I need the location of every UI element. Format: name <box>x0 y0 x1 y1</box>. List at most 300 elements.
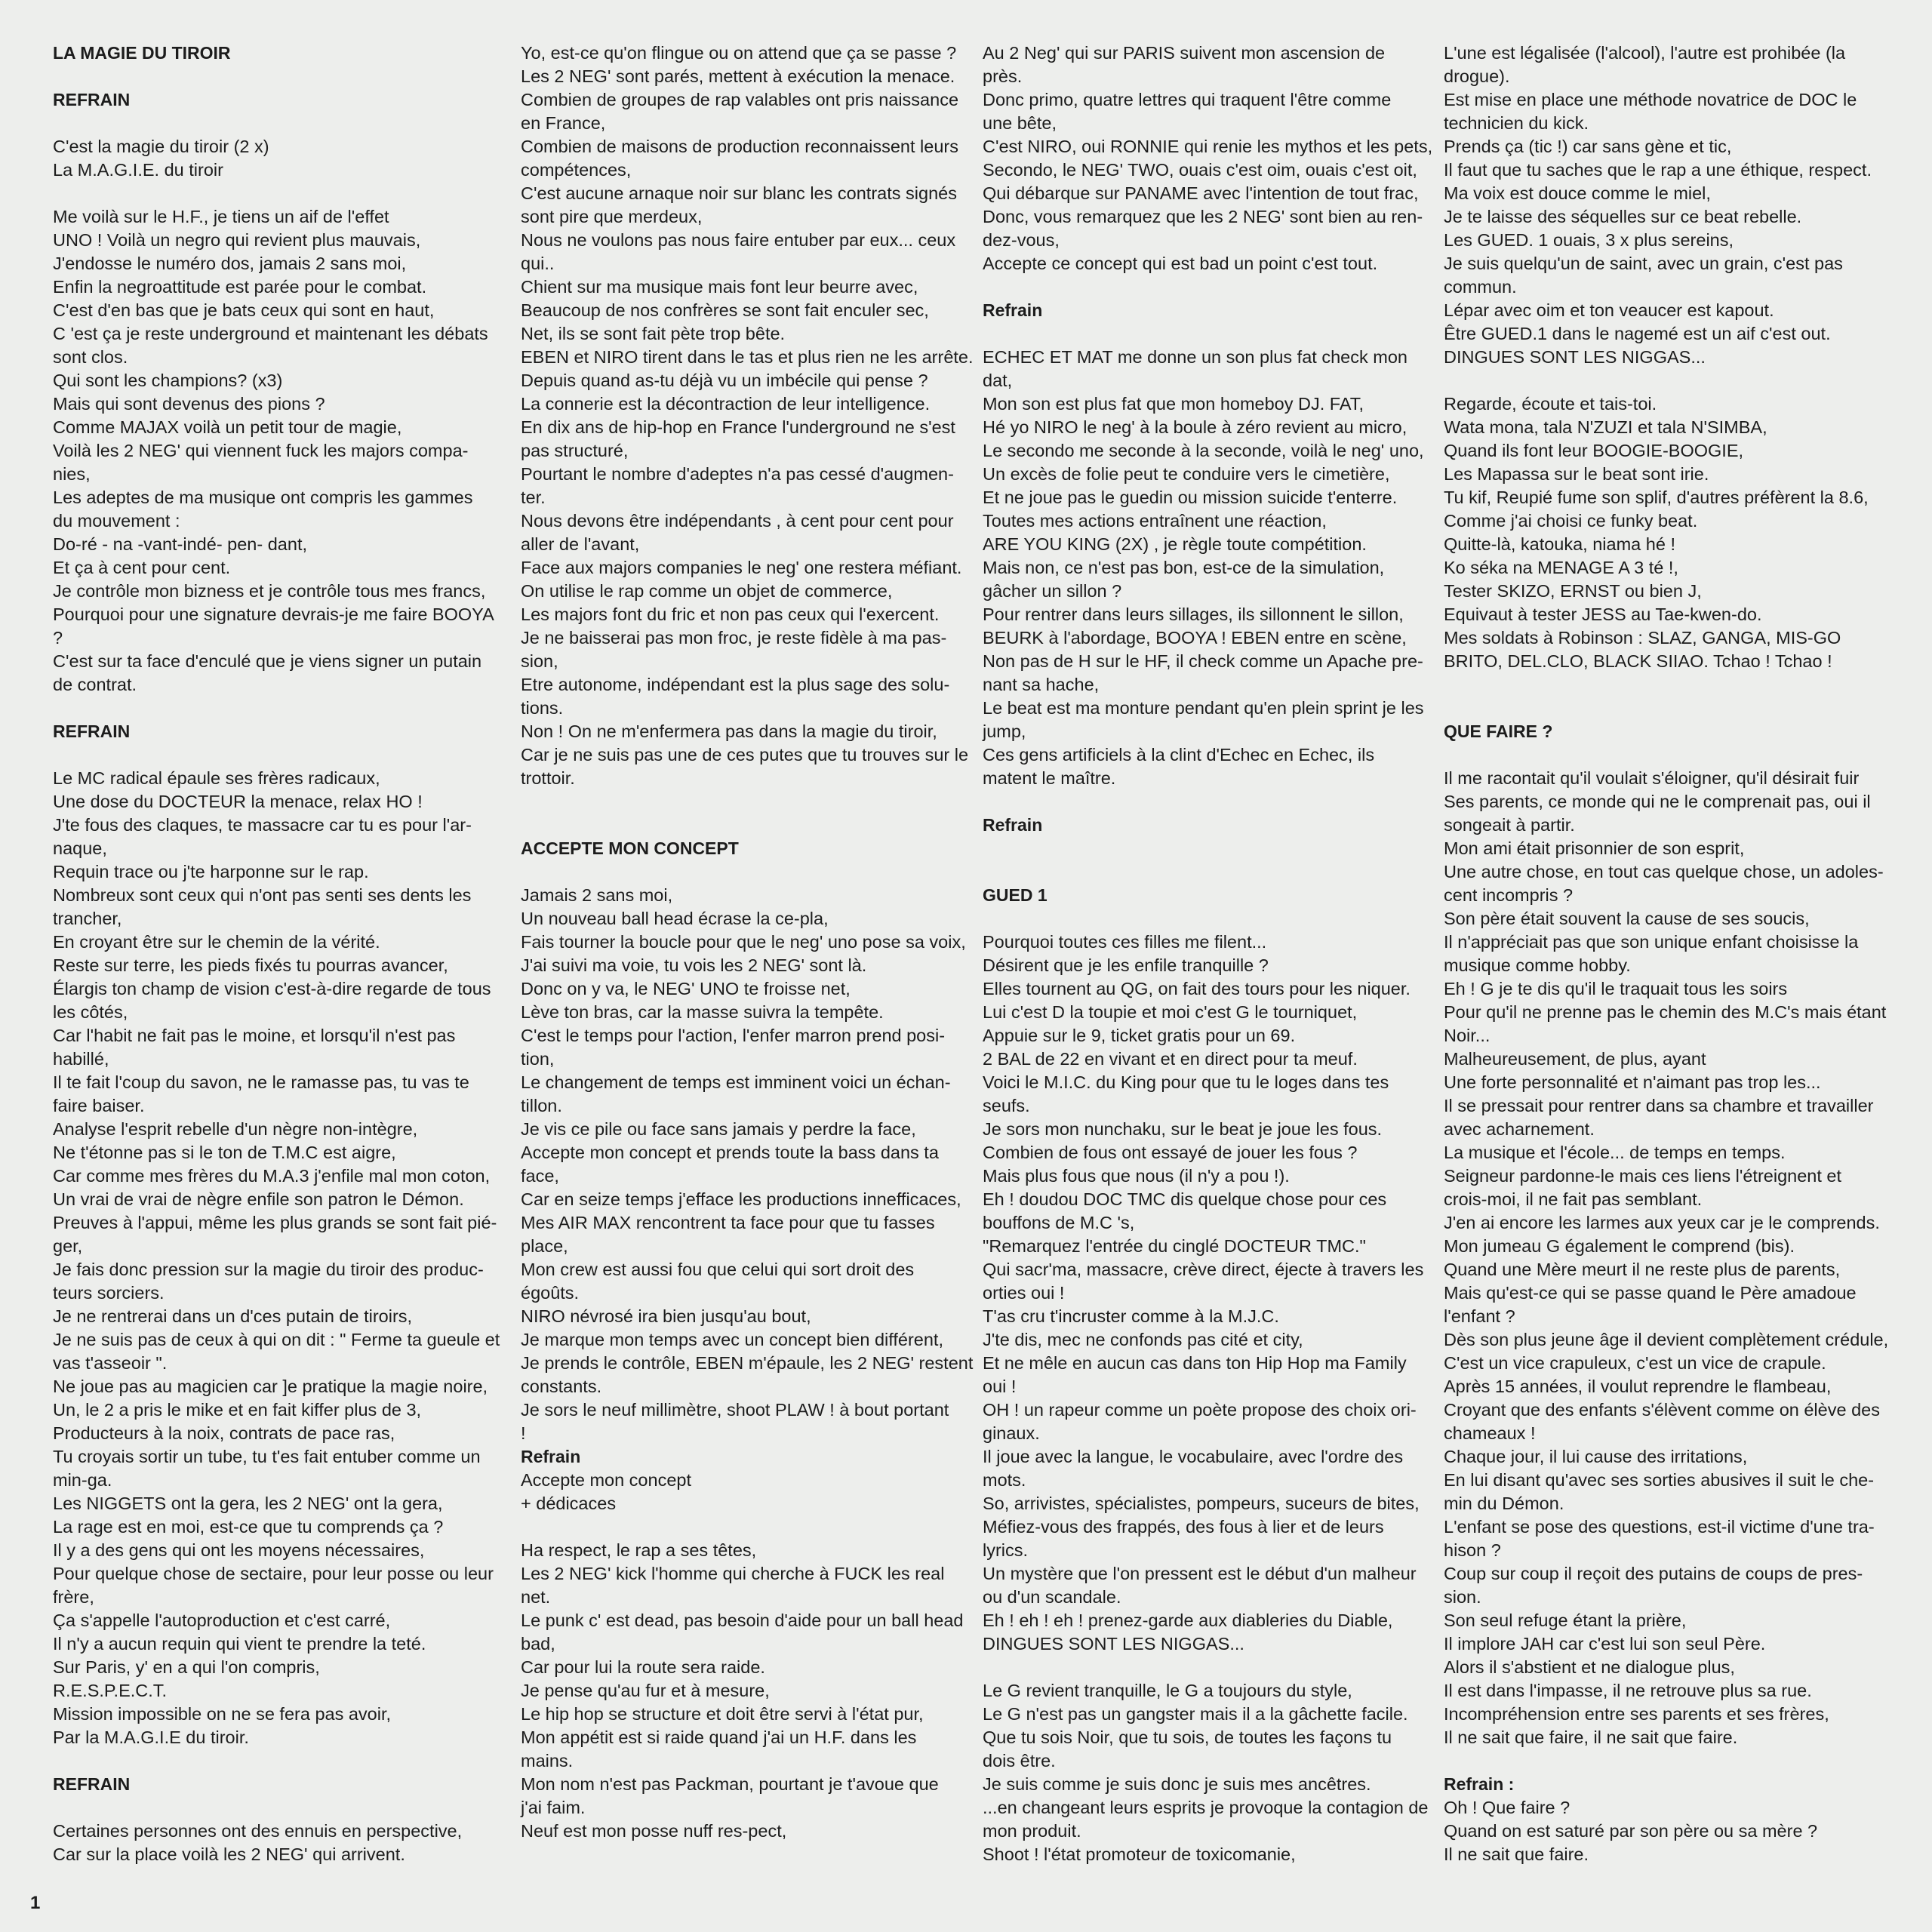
lyric-line: nant sa hache, <box>983 675 1100 694</box>
lyric-line: ? <box>53 628 63 648</box>
lyric-line: T'as cru t'incruster comme à la M.J.C. <box>983 1306 1279 1326</box>
section-heading: LA MAGIE DU TIROIR <box>53 43 231 63</box>
lyric-line: Ces gens artificiels à la clint d'Echec en Echec, ils <box>983 745 1375 764</box>
lyric-line: en France, <box>521 113 606 133</box>
lyric-line: Les GUED. 1 ouais, 3 x plus sereins, <box>1444 230 1734 250</box>
lyric-line: Combien de maisons de production reconnaissent leurs <box>521 137 958 156</box>
lyrics-column-2 <box>521 42 974 1843</box>
lyric-line: Net, ils se sont fait pète trop bête. <box>521 324 786 343</box>
lyric-line: Accepte mon concept <box>521 1470 691 1490</box>
lyric-line: NIRO névrosé ira bien jusqu'au bout, <box>521 1306 811 1326</box>
lyric-line: Car sur la place voilà les 2 NEG' qui arrivent. <box>53 1844 405 1864</box>
lyric-line: L'enfant se pose des questions, est-il victime d'une tra- <box>1444 1517 1875 1537</box>
lyric-line: Car pour lui la route sera raide. <box>521 1657 765 1677</box>
lyric-line: Lépar avec oim et ton veaucer est kapout. <box>1444 300 1774 320</box>
lyric-line: min-ga. <box>53 1470 112 1490</box>
lyric-line: Les 2 NEG' kick l'homme qui cherche à FUCK les real <box>521 1564 945 1583</box>
lyric-line: Et ça à cent pour cent. <box>53 558 231 577</box>
lyric-line: lyrics. <box>983 1540 1029 1560</box>
blank-line <box>53 1749 491 1773</box>
blank-line <box>53 1796 491 1820</box>
lyric-line: crois-moi, il ne fait pas semblant. <box>1444 1189 1703 1209</box>
lyric-line: Après 15 années, il voulut reprendre le flambeau, <box>1444 1377 1832 1396</box>
lyric-line: ou d'un scandale. <box>983 1587 1121 1607</box>
lyric-line: commun. <box>1444 277 1517 297</box>
lyric-line: j'ai faim. <box>521 1798 586 1817</box>
lyric-line: Requin trace ou j'te harponne sur le rap. <box>53 862 369 881</box>
section-heading: REFRAIN <box>53 721 131 741</box>
lyric-line: Ko séka na MENAGE A 3 té !, <box>1444 558 1678 577</box>
lyric-line: Je fais donc pression sur la magie du tiroir des produc- <box>53 1260 484 1279</box>
lyric-line: 2 BAL de 22 en vivant et en direct pour ta meuf. <box>983 1049 1358 1069</box>
blank-line <box>521 1515 958 1539</box>
lyric-line: Je ne rentrerai dans un d'ces putain de tiroirs, <box>53 1306 413 1326</box>
lyric-line: Malheureusement, de plus, ayant <box>1444 1049 1706 1069</box>
lyric-line: Un vrai de vrai de nègre enfile son patron le Démon. <box>53 1189 464 1209</box>
lyric-line: Comme MAJAX voilà un petit tour de magie, <box>53 417 402 437</box>
lyric-line: sion. <box>1444 1587 1481 1607</box>
lyric-line: Mes AIR MAX rencontrent ta face pour que tu fasses <box>521 1213 935 1232</box>
lyric-line: Il ne sait que faire, il ne sait que faire. <box>1444 1727 1738 1747</box>
blank-line <box>53 182 491 205</box>
lyrics-column-4 <box>1444 42 1889 1866</box>
lyric-line: Mais non, ce n'est pas bon, est-ce de la simulation, <box>983 558 1385 577</box>
lyric-line: dat, <box>983 371 1013 390</box>
lyric-line: Une autre chose, en tout cas quelque chose, un adoles- <box>1444 862 1884 881</box>
lyric-line: Mon crew est aussi fou que celui qui sort droit des <box>521 1260 915 1279</box>
lyric-line: Analyse l'esprit rebelle d'un nègre non-intègre, <box>53 1119 418 1139</box>
lyric-line: J'ai suivi ma voie, tu vois les 2 NEG' sont là. <box>521 955 867 975</box>
lyric-line: Etre autonome, indépendant est la plus sage des solu- <box>521 675 950 694</box>
lyric-line: vas t'asseoir ". <box>53 1353 168 1373</box>
lyric-line: technicien du kick. <box>1444 113 1589 133</box>
lyric-line: Il joue avec la langue, le vocabulaire, avec l'ordre des <box>983 1447 1404 1466</box>
lyric-line: Donc primo, quatre lettres qui traquent l'être comme <box>983 90 1392 109</box>
lyric-line: Mais qui sont devenus des pions ? <box>53 394 325 414</box>
lyric-line: hison ? <box>1444 1540 1501 1560</box>
lyric-line: EBEN et NIRO tirent dans le tas et plus rien ne les arrête. <box>521 347 974 367</box>
lyric-line: Regarde, écoute et tais-toi. <box>1444 394 1657 414</box>
lyric-line: Pourquoi pour une signature devrais-je me faire BOOYA <box>53 605 494 624</box>
section-heading: QUE FAIRE ? <box>1444 721 1553 741</box>
lyric-line: près. <box>983 66 1023 86</box>
lyric-line: Accepte mon concept et prends toute la bass dans ta <box>521 1143 939 1162</box>
lyric-line: Croyant que des enfants s'élèvent comme on élève des <box>1444 1400 1880 1420</box>
blank-line <box>1444 1749 1881 1773</box>
lyric-line: Pourquoi toutes ces filles me filent... <box>983 932 1267 952</box>
lyric-line: Enfin la negroattitude est parée pour le combat. <box>53 277 427 297</box>
lyric-line: jump, <box>983 721 1026 741</box>
blank-line <box>983 322 1420 346</box>
blank-line <box>53 65 491 88</box>
lyric-line: dez-vous, <box>983 230 1060 250</box>
lyric-line: Un mystère que l'on pressent est le début d'un malheur <box>983 1564 1417 1583</box>
lyric-line: les côtés, <box>53 1002 128 1022</box>
lyric-line: Ses parents, ce monde qui ne le comprenait pas, oui il <box>1444 792 1871 811</box>
blank-line <box>521 814 958 837</box>
lyric-line: Car comme mes frères du M.A.3 j'enfile mal mon coton, <box>53 1166 491 1186</box>
lyric-line: Mon jumeau G également le comprend (bis). <box>1444 1236 1795 1256</box>
lyric-line: Il faut que tu saches que le rap a une éthique, respect. <box>1444 160 1872 180</box>
lyric-line: La musique et l'école... de temps en temps. <box>1444 1143 1786 1162</box>
section-heading: ACCEPTE MON CONCEPT <box>521 838 739 858</box>
lyric-line: Il implore JAH car c'est lui son seul Père. <box>1444 1634 1766 1654</box>
lyric-line: Qui débarque sur PANAME avec l'intention de tout frac, <box>983 183 1419 203</box>
lyric-line: Il se pressait pour rentrer dans sa chambre et travailler <box>1444 1096 1874 1115</box>
blank-line <box>983 907 1420 931</box>
lyric-line: C'est la magie du tiroir (2 x) <box>53 137 269 156</box>
lyric-line: Appuie sur le 9, ticket gratis pour un 69. <box>983 1026 1296 1045</box>
lyric-line: Une forte personnalité et n'aimant pas trop les... <box>1444 1072 1821 1092</box>
lyric-line: constants. <box>521 1377 602 1396</box>
lyric-line: Il n'appréciait pas que son unique enfant choisisse la <box>1444 932 1859 952</box>
lyric-line: J'te fous des claques, te massacre car tu es pour l'ar- <box>53 815 472 835</box>
lyric-line: Mon nom n'est pas Packman, pourtant je t'avoue que <box>521 1774 939 1794</box>
lyric-line: Fais tourner la boucle pour que le neg' uno pose sa voix, <box>521 932 966 952</box>
lyric-line: Comme j'ai choisi ce funky beat. <box>1444 511 1698 531</box>
lyric-line: Car en seize temps j'efface les productions innefficaces, <box>521 1189 961 1209</box>
lyric-line: Et ne joue pas le guedin ou mission suicide t'enterre. <box>983 488 1398 507</box>
lyric-line: bad, <box>521 1634 555 1654</box>
lyric-line: Eh ! doudou DOC TMC dis quelque chose pour ces <box>983 1189 1387 1209</box>
lyric-line: Le MC radical épaule ses frères radicaux, <box>53 768 380 788</box>
lyric-line: Yo, est-ce qu'on flingue ou on attend que ça se passe ? <box>521 43 957 63</box>
lyric-line: Un, le 2 a pris le mike et en fait kiffer plus de 3, <box>53 1400 422 1420</box>
lyric-line: Neuf est mon posse nuff res-pect, <box>521 1821 787 1841</box>
lyric-line: ECHEC ET MAT me donne un son plus fat check mon <box>983 347 1407 367</box>
lyric-line: Ça s'appelle l'autoproduction et c'est carré, <box>53 1611 391 1630</box>
lyric-line: + dédicaces <box>521 1494 617 1513</box>
lyric-line: BEURK à l'abordage, BOOYA ! EBEN entre en scène, <box>983 628 1407 648</box>
blank-line <box>1444 369 1881 392</box>
lyric-line: Elles tournent au QG, on fait des tours pour les niquer. <box>983 979 1411 998</box>
lyric-line: Quand ils font leur BOOGIE-BOOGIE, <box>1444 441 1744 460</box>
lyric-line: Certaines personnes ont des ennuis en perspective, <box>53 1821 463 1841</box>
lyric-line: Alors il s'abstient et ne dialogue plus, <box>1444 1657 1735 1677</box>
blank-line <box>1444 697 1881 720</box>
lyric-line: chameaux ! <box>1444 1423 1536 1443</box>
lyric-line: ginaux. <box>983 1423 1040 1443</box>
lyric-line: En croyant être sur le chemin de la vérité. <box>53 932 380 952</box>
lyric-line: La connerie est la décontraction de leur intelligence. <box>521 394 931 414</box>
lyric-line: seufs. <box>983 1096 1030 1115</box>
lyric-line: Tu kif, Reupié fume son splif, d'autres préfèrent la 8.6, <box>1444 488 1869 507</box>
lyric-line: sont pire que merdeux, <box>521 207 703 226</box>
lyric-line: Ne t'étonne pas si le ton de T.M.C est aigre, <box>53 1143 396 1162</box>
lyric-line: sont clos. <box>53 347 128 367</box>
lyric-line: une bête, <box>983 113 1057 133</box>
lyric-line: Le G revient tranquille, le G a toujours du style, <box>983 1681 1352 1700</box>
lyric-line: Quand on est saturé par son père ou sa mère ? <box>1444 1821 1818 1841</box>
lyric-line: Pour qu'il ne prenne pas le chemin des M.C's mais étant <box>1444 1002 1887 1022</box>
lyric-line: mains. <box>521 1751 574 1770</box>
lyric-line: Et ne mêle en aucun cas dans ton Hip Hop ma Family <box>983 1353 1407 1373</box>
lyric-line: Voilà les 2 NEG' qui viennent fuck les majors compa- <box>53 441 469 460</box>
lyric-line: Qui sont les champions? (x3) <box>53 371 283 390</box>
lyric-line: Eh ! G je te dis qu'il le traquait tous les soirs <box>1444 979 1788 998</box>
lyric-line: Combien de fous ont essayé de jouer les fous ? <box>983 1143 1358 1162</box>
lyric-line: Je vis ce pile ou face sans jamais y perdre la face, <box>521 1119 916 1139</box>
lyric-line: Le G n'est pas un gangster mais il a la gâchette facile. <box>983 1704 1408 1724</box>
blank-line <box>521 860 958 884</box>
lyric-line: gâcher un sillon ? <box>983 581 1122 601</box>
lyric-line: qui.. <box>521 254 555 273</box>
lyric-line: Les 2 NEG' sont parés, mettent à exécution la menace. <box>521 66 955 86</box>
lyric-line: drogue). <box>1444 66 1510 86</box>
lyrics-column-1 <box>53 42 500 1866</box>
lyric-line: Le hip hop se structure et doit être servi à l'état pur, <box>521 1704 924 1724</box>
lyric-line: Est mise en place une méthode novatrice de DOC le <box>1444 90 1857 109</box>
lyric-line: ...en changeant leurs esprits je provoque la contagion de <box>983 1798 1429 1817</box>
lyric-line: Car l'habit ne fait pas le moine, et lorsqu'il n'est pas <box>53 1026 456 1045</box>
lyric-line: Jamais 2 sans moi, <box>521 885 673 905</box>
lyric-line: Méfiez-vous des frappés, des fous à lier et de leurs <box>983 1517 1384 1537</box>
page-number: 1 <box>30 1893 41 1913</box>
lyric-line: Un nouveau ball head écrase la ce-pla, <box>521 909 829 928</box>
lyric-line: sion, <box>521 651 558 671</box>
lyric-line: Le secondo me seconde à la seconde, voilà le neg' uno, <box>983 441 1424 460</box>
lyric-line: tion, <box>521 1049 555 1069</box>
lyric-line: Une dose du DOCTEUR la menace, relax HO ! <box>53 792 423 811</box>
lyric-line: compétences, <box>521 160 632 180</box>
lyric-line: Mission impossible on ne se fera pas avoir, <box>53 1704 392 1724</box>
lyric-line: mon produit. <box>983 1821 1081 1841</box>
lyric-line: C'est aucune arnaque noir sur blanc les contrats signés <box>521 183 957 203</box>
lyric-line: Les adeptes de ma musique ont compris les gammes <box>53 488 473 507</box>
lyric-line: égoûts. <box>521 1283 580 1303</box>
blank-line <box>983 275 1420 299</box>
lyric-line: C'est d'en bas que je bats ceux qui sont en haut, <box>53 300 435 320</box>
lyric-line: C'est NIRO, oui RONNIE qui renie les mythos et les pets, <box>983 137 1433 156</box>
lyric-line: frère, <box>53 1587 94 1607</box>
lyric-line: Lève ton bras, car la masse suivra la tempête. <box>521 1002 884 1022</box>
lyric-line: Ha respect, le rap a ses têtes, <box>521 1540 757 1560</box>
lyric-line: Je sors le neuf millimètre, shoot PLAW ! à bout portant <box>521 1400 949 1420</box>
lyric-line: C'est le temps pour l'action, l'enfer marron prend posi- <box>521 1026 946 1045</box>
lyric-line: DINGUES SONT LES NIGGAS... <box>983 1634 1244 1654</box>
blank-line <box>983 790 1420 814</box>
lyric-line: tions. <box>521 698 564 718</box>
lyric-line: Tu croyais sortir un tube, tu t'es fait entuber comme un <box>53 1447 481 1466</box>
section-heading: Refrain : <box>1444 1774 1515 1794</box>
lyric-line: Ne joue pas au magicien car ]e pratique la magie noire, <box>53 1377 488 1396</box>
lyric-line: Mon ami était prisonnier de son esprit, <box>1444 838 1745 858</box>
lyric-line: J'endosse le numéro dos, jamais 2 sans moi, <box>53 254 407 273</box>
lyric-line: Élargis ton champ de vision c'est-à-dire regarde de tous <box>53 979 491 998</box>
lyric-line: Oh ! Que faire ? <box>1444 1798 1571 1817</box>
lyric-line: La rage est en moi, est-ce que tu comprends ça ? <box>53 1517 444 1537</box>
lyric-line: L'une est légalisée (l'alcool), l'autre est prohibée (la <box>1444 43 1846 63</box>
lyric-line: trottoir. <box>521 768 575 788</box>
lyric-line: La M.A.G.I.E. du tiroir <box>53 160 223 180</box>
lyric-line: Il n'y a aucun requin qui vient te prendre la teté. <box>53 1634 426 1654</box>
lyric-line: Producteurs à la noix, contrats de pace ras, <box>53 1423 395 1443</box>
lyric-line: Toutes mes actions entraînent une réaction, <box>983 511 1327 531</box>
lyric-line: Donc, vous remarquez que les 2 NEG' sont bien au ren- <box>983 207 1423 226</box>
blank-line <box>983 860 1420 884</box>
lyric-line: Preuves à l'appui, même les plus grands se sont fait pié- <box>53 1213 497 1232</box>
lyric-line: Shoot ! l'état promoteur de toxicomanie, <box>983 1844 1296 1864</box>
lyric-line: UNO ! Voilà un negro qui revient plus mauvais, <box>53 230 421 250</box>
lyric-line: Face aux majors companies le neg' one restera méfiant. <box>521 558 962 577</box>
blank-line <box>53 743 491 767</box>
lyric-line: Je ne suis pas de ceux à qui on dit : " Ferme ta gueule et <box>53 1330 500 1349</box>
lyric-line: Il y a des gens qui ont les moyens nécessaires, <box>53 1540 425 1560</box>
lyric-line: Wata mona, tala N'ZUZI et tala N'SIMBA, <box>1444 417 1767 437</box>
lyric-line: bouffons de M.C 's, <box>983 1213 1135 1232</box>
lyric-line: Sur Paris, y' en a qui l'on compris, <box>53 1657 320 1677</box>
lyric-line: Son seul refuge étant la prière, <box>1444 1611 1687 1630</box>
lyric-line: Prends ça (tic !) car sans gène et tic, <box>1444 137 1732 156</box>
lyric-line: Do-ré - na -vant-indé- pen- dant, <box>53 534 307 554</box>
lyric-line: Coup sur coup il reçoit des putains de coups de pres- <box>1444 1564 1863 1583</box>
lyric-line: Le beat est ma monture pendant qu'en plein sprint je les <box>983 698 1424 718</box>
lyric-line: Beaucoup de nos confrères se sont fait enculer sec, <box>521 300 929 320</box>
lyric-line: Je suis comme je suis donc je suis mes ancêtres. <box>983 1774 1371 1794</box>
lyric-line: Il te fait l'coup du savon, ne le ramasse pas, tu vas te <box>53 1072 469 1092</box>
lyric-line: songeait à partir. <box>1444 815 1575 835</box>
lyric-line: cent incompris ? <box>1444 885 1574 905</box>
lyric-line: Je pense qu'au fur et à mesure, <box>521 1681 770 1700</box>
lyric-line: Dès son plus jeune âge il devient complètement crédule, <box>1444 1330 1889 1349</box>
section-heading: Refrain <box>983 815 1043 835</box>
lyric-line: place, <box>521 1236 568 1256</box>
lyric-line: Equivaut à tester JESS au Tae-kwen-do. <box>1444 605 1762 624</box>
lyric-line: oui ! <box>983 1377 1017 1396</box>
lyric-line: Chaque jour, il lui cause des irritations, <box>1444 1447 1748 1466</box>
lyric-line: Nous ne voulons pas nous faire entuber par eux... ceux <box>521 230 956 250</box>
lyric-line: Accepte ce concept qui est bad un point c'est tout. <box>983 254 1378 273</box>
lyric-line: Reste sur terre, les pieds fixés tu pourras avancer, <box>53 955 448 975</box>
lyric-line: En dix ans de hip-hop en France l'underground ne s'est <box>521 417 955 437</box>
section-heading: REFRAIN <box>53 1774 131 1794</box>
lyric-line: J'te dis, mec ne confonds pas cité et city, <box>983 1330 1303 1349</box>
lyric-line: Je sors mon nunchaku, sur le beat je joue les fous. <box>983 1119 1383 1139</box>
lyric-line: Je prends le contrôle, EBEN m'épaule, les 2 NEG' restent <box>521 1353 974 1373</box>
lyric-line: Le punk c' est dead, pas besoin d'aide pour un ball head <box>521 1611 964 1630</box>
lyric-line: ter. <box>521 488 546 507</box>
lyric-line: pas structuré, <box>521 441 629 460</box>
lyrics-column-3 <box>983 42 1433 1866</box>
lyric-line: de contrat. <box>53 675 137 694</box>
lyric-line: ARE YOU KING (2X) , je règle toute compétition. <box>983 534 1367 554</box>
lyric-line: orties oui ! <box>983 1283 1065 1303</box>
lyric-line: Au 2 Neg' qui sur PARIS suivent mon ascension de <box>983 43 1386 63</box>
blank-line <box>1444 743 1881 767</box>
lyric-line: Mon son est plus fat que mon homeboy DJ. FAT, <box>983 394 1364 414</box>
lyric-line: Tester SKIZO, ERNST ou bien J, <box>1444 581 1702 601</box>
lyric-line: Donc on y va, le NEG' UNO te froisse net, <box>521 979 851 998</box>
lyric-line: face, <box>521 1166 559 1186</box>
lyric-line: musique comme hobby. <box>1444 955 1631 975</box>
lyric-line: Je marque mon temps avec un concept bien différent, <box>521 1330 943 1349</box>
lyric-line: Hé yo NIRO le neg' à la boule à zéro revient au micro, <box>983 417 1407 437</box>
lyric-line: Un excès de folie peut te conduire vers le cimetière, <box>983 464 1390 484</box>
lyric-line: On utilise le rap comme un objet de commerce, <box>521 581 893 601</box>
lyric-line: Incompréhension entre ses parents et ses frères, <box>1444 1704 1829 1724</box>
lyric-line: Il est dans l'impasse, il ne retrouve plus sa rue. <box>1444 1681 1812 1700</box>
lyric-line: Secondo, le NEG' TWO, ouais c'est oim, ouais c'est oit, <box>983 160 1417 180</box>
lyric-line: R.E.S.P.E.C.T. <box>53 1681 168 1700</box>
lyric-line: Les NIGGETS ont la gera, les 2 NEG' ont la gera, <box>53 1494 443 1513</box>
lyric-line: Être GUED.1 dans le nagemé est un aif c'est out. <box>1444 324 1831 343</box>
lyric-line: net. <box>521 1587 551 1607</box>
section-heading: Refrain <box>521 1447 581 1466</box>
lyric-line: min du Démon. <box>1444 1494 1564 1513</box>
lyric-line: Nombreux sont ceux qui n'ont pas senti ses dents les <box>53 885 472 905</box>
lyric-line: C'est sur ta face d'enculé que je viens signer un putain <box>53 651 482 671</box>
lyric-line: ! <box>521 1423 526 1443</box>
lyric-line: Lui c'est D la toupie et moi c'est G le tourniquet, <box>983 1002 1358 1022</box>
lyric-line: du mouvement : <box>53 511 180 531</box>
lyric-line: Pour rentrer dans leurs sillages, ils sillonnent le sillon, <box>983 605 1404 624</box>
lyric-line: En lui disant qu'avec ses sorties abusives il suit le che- <box>1444 1470 1875 1490</box>
lyric-line: Mon appétit est si raide quand j'ai un H.F. dans les <box>521 1727 917 1747</box>
lyric-line: Je contrôle mon bizness et je contrôle tous mes francs, <box>53 581 486 601</box>
lyric-line: Je te laisse des séquelles sur ce beat rebelle. <box>1444 207 1802 226</box>
blank-line <box>983 837 1420 860</box>
lyric-line: Nous devons être indépendants , à cent pour cent pour <box>521 511 954 531</box>
lyric-line: Les majors font du fric et non pas ceux qui l'exercent. <box>521 605 940 624</box>
lyric-line: ger, <box>53 1236 83 1256</box>
blank-line <box>521 790 958 814</box>
lyric-line: teurs sorciers. <box>53 1283 165 1303</box>
lyric-line: naque, <box>53 838 107 858</box>
lyric-line: aller de l'avant, <box>521 534 640 554</box>
section-heading: REFRAIN <box>53 90 131 109</box>
section-heading: Refrain <box>983 300 1043 320</box>
lyric-line: Combien de groupes de rap valables ont pris naissance <box>521 90 959 109</box>
lyric-line: Non ! On ne m'enfermera pas dans la magie du tiroir, <box>521 721 937 741</box>
lyric-line: Il me racontait qu'il voulait s'éloigner, qu'il désirait fuir <box>1444 768 1860 788</box>
lyric-line: Mais plus fous que nous (il n'y a pou !). <box>983 1166 1290 1186</box>
lyric-line: Non pas de H sur le HF, il check comme un Apache pre- <box>983 651 1423 671</box>
lyric-line: C'est un vice crapuleux, c'est un vice de crapule. <box>1444 1353 1826 1373</box>
lyric-line: l'enfant ? <box>1444 1306 1515 1326</box>
lyric-line: Quitte-là, katouka, niama hé ! <box>1444 534 1675 554</box>
lyric-line: BRITO, DEL.CLO, BLACK SIIAO. Tchao ! Tchao ! <box>1444 651 1832 671</box>
lyric-line: Seigneur pardonne-le mais ces liens l'étreignent et <box>1444 1166 1842 1186</box>
blank-line <box>983 1656 1420 1679</box>
lyric-line: Eh ! eh ! eh ! prenez-garde aux diableries du Diable, <box>983 1611 1393 1630</box>
lyric-line: Ma voix est douce comme le miel, <box>1444 183 1711 203</box>
lyric-line: Le changement de temps est imminent voici un échan- <box>521 1072 951 1092</box>
lyric-line: Car je ne suis pas une de ces putes que tu trouves sur le <box>521 745 969 764</box>
lyric-line: habillé, <box>53 1049 109 1069</box>
lyric-line: matent le maître. <box>983 768 1116 788</box>
lyric-line: Pour quelque chose de sectaire, pour leur posse ou leur <box>53 1564 494 1583</box>
lyric-line: So, arrivistes, spécialistes, pompeurs, suceurs de bites, <box>983 1494 1420 1513</box>
lyric-line: Il ne sait que faire. <box>1444 1844 1589 1864</box>
lyric-line: Voici le M.I.C. du King pour que tu le loges dans tes <box>983 1072 1389 1092</box>
lyric-line: nies, <box>53 464 91 484</box>
lyric-line: Par la M.A.G.I.E du tiroir. <box>53 1727 249 1747</box>
lyric-line: C 'est ça je reste underground et maintenant les débats <box>53 324 488 343</box>
lyric-line: Noir... <box>1444 1026 1491 1045</box>
lyric-line: J'en ai encore les larmes aux yeux car je le comprends. <box>1444 1213 1880 1232</box>
lyric-line: mots. <box>983 1470 1026 1490</box>
lyric-line: "Remarquez l'entrée du cinglé DOCTEUR TMC." <box>983 1236 1366 1256</box>
blank-line <box>1444 673 1881 697</box>
lyric-line: Je ne baisserai pas mon froc, je reste fidèle à ma pas- <box>521 628 947 648</box>
section-heading: GUED 1 <box>983 885 1048 905</box>
lyric-line: Mais qu'est-ce qui se passe quand le Père amadoue <box>1444 1283 1857 1303</box>
lyric-line: Chient sur ma musique mais font leur beurre avec, <box>521 277 918 297</box>
lyric-line: Que tu sois Noir, que tu sois, de toutes les façons tu <box>983 1727 1392 1747</box>
lyric-line: avec acharnement. <box>1444 1119 1595 1139</box>
lyric-line: Les Mapassa sur le beat sont irie. <box>1444 464 1709 484</box>
lyric-line: Son père était souvent la cause de ses soucis, <box>1444 909 1810 928</box>
